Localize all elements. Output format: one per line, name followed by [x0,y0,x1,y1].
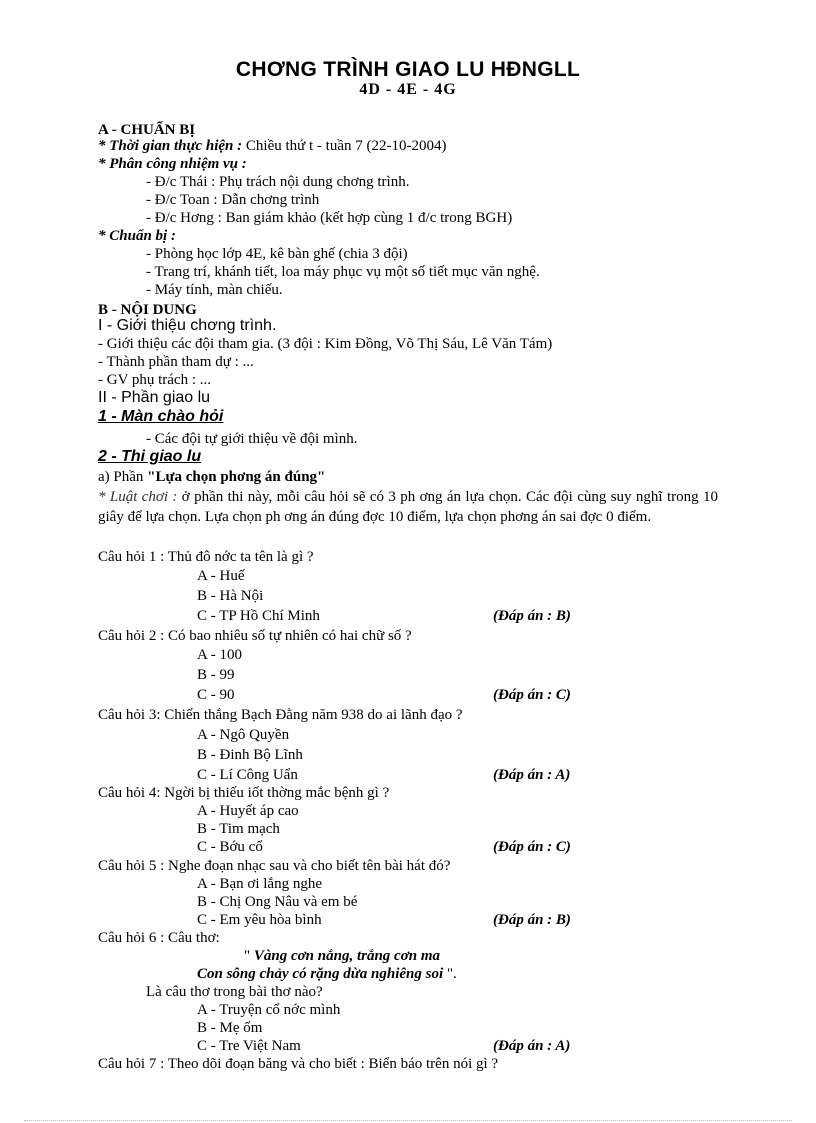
option: C - Tre Việt Nam [197,1038,301,1054]
part2-heading: II - Phần giao lu [98,389,211,406]
part1-line: - Giới thiệu các đội tham gia. (3 đội : Kim Đồng, Võ Thị Sáu, Lê Văn Tám) [98,336,553,352]
question-label: Câu hỏi 1 : [98,549,165,565]
time-value: Chiều thứ t - tuần 7 (22-10-2004) [242,138,447,154]
part1-line: - GV phụ trách : ... [98,372,212,388]
poem-line [244,947,440,965]
question-4 [98,784,389,802]
poem-line [197,965,457,983]
round-a-line [98,468,325,486]
option: A - 100 [197,647,242,663]
question-text: Câu thơ: [164,930,220,946]
option: A - Truyện cổ nớc mình [197,1002,341,1018]
option: C - Lí Công Uẩn [197,767,298,783]
question-label: Câu hỏi 5 : [98,858,165,874]
option: C - Bớu cổ [197,839,263,855]
answer: (Đáp án : A) [493,1038,571,1054]
prep-item: - Máy tính, màn chiếu. [146,282,283,298]
prep-item: - Trang trí, khánh tiết, loa máy phục vụ một số tiết mục văn nghệ. [146,264,540,280]
option: A - Bạn ơi lắng nghe [197,876,322,892]
section-a-heading: A - CHUẨN BỊ [98,122,196,138]
sub1-line: - Các đội tự giới thiệu về đội mình. [146,431,358,447]
option: A - Huyết áp cao [197,803,299,819]
question-label: Câu hỏi 3: [98,707,161,723]
sub2-heading: 2 - Thi giao lu [98,448,202,465]
option: B - Đinh Bộ Lĩnh [197,747,303,763]
question-label: Câu hỏi 2 : [98,628,165,644]
rules-paragraph [98,488,718,527]
option: C - 90 [197,687,235,703]
poem-open-quote: " [244,948,254,964]
page-subtitle: 4D - 4E - 4G [359,81,457,98]
answer: (Đáp án : B) [493,608,571,624]
time-line [98,137,447,155]
page-title: CHƠNG TRÌNH GIAO LU HĐNGLL [235,58,581,81]
question-text: Có bao nhiêu số tự nhiên có hai chữ số ? [164,628,412,644]
prep-label: * Chuẩn bị : [98,228,176,244]
poem-text: Vàng cơn nắng, trắng cơn ma [253,948,441,964]
question-3 [98,706,463,724]
follow-up-question: Là câu thơ trong bài thơ nào? [146,984,323,1000]
duty-item: - Đ/c Hơng : Ban giám khảo (kết hợp cùng 1 đ/c trong BGH) [146,210,513,226]
option: A - Huế [197,568,245,584]
rules-label: * Luật chơi : [98,489,178,505]
part1-heading: I - Giới thiệu chơng trình. [98,317,277,334]
prep-item: - Phòng học lớp 4E, kê bàn ghế (chia 3 đội) [146,246,408,262]
option: B - Hà Nội [197,588,264,604]
question-6 [98,929,220,947]
part1-line: - Thành phần tham dự : ... [98,354,254,370]
answer: (Đáp án : A) [493,767,571,783]
poem-text: Con sông chảy có rặng dừa nghiêng soi [197,966,444,982]
option: C - Em yêu hòa bình [197,912,322,928]
question-label: Câu hỏi 7 : [98,1056,165,1072]
option: B - Chị Ong Nâu và em bé [197,894,358,910]
answer: (Đáp án : B) [493,912,571,928]
time-label: * Thời gian thực hiện : [98,138,243,154]
rules-text: ở phần thi này, mỗi câu hỏi sẽ có 3 ph ơng án lựa chọn. Các đội cùng suy nghĩ trong 10 giây để lựa chọn. Lựa chọn ph ơng án đúng đợc 10 điểm, lựa chọn phơng án sai đợc 0 điểm. [98,489,718,525]
question-text: Chiến thắng Bạch Đằng năm 938 do ai lãnh đạo ? [160,707,463,723]
answer: (Đáp án : C) [493,687,571,703]
answer: (Đáp án : C) [493,839,571,855]
question-5 [98,857,450,875]
option: B - 99 [197,667,235,683]
question-label: Câu hỏi 6 : [98,930,165,946]
option: C - TP Hồ Chí Minh [197,608,320,624]
round-a-title: "Lựa chọn phơng án đúng" [147,469,326,485]
option: B - Tim mạch [197,821,280,837]
question-1 [98,548,314,566]
question-7 [98,1055,498,1073]
question-2 [98,627,412,645]
poem-close-quote: ". [443,966,457,982]
option: A - Ngô Quyền [197,727,290,743]
section-b-heading: B - NỘI DUNG [98,302,197,318]
question-text: Nghe đoạn nhạc sau và cho biết tên bài hát đó? [164,858,451,874]
sub1-heading: 1 - Màn chào hỏi [98,408,224,425]
round-a-prefix: a) Phần [98,469,148,485]
page-bottom-divider [24,1120,792,1121]
duty-label: * Phân công nhiệm vụ : [98,156,247,172]
duty-item: - Đ/c Toan : Dẫn chơng trình [146,192,320,208]
duty-item: - Đ/c Thái : Phụ trách nội dung chơng trình. [146,174,410,190]
question-text: Ngời bị thiếu iốt thờng mắc bệnh gì ? [160,785,390,801]
option: B - Mẹ ốm [197,1020,263,1036]
question-text: Thủ đô nớc ta tên là gì ? [164,549,314,565]
question-label: Câu hỏi 4: [98,785,161,801]
question-text: Theo dõi đoạn băng và cho biết : Biển báo trên nói gì ? [164,1056,499,1072]
